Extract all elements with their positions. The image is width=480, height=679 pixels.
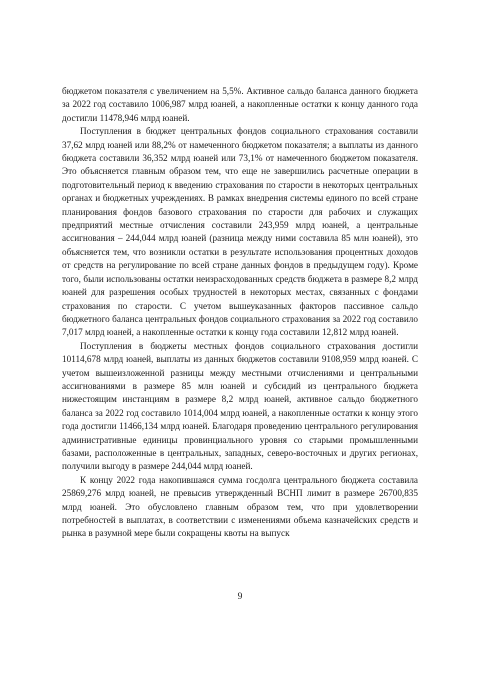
paragraph-2: Поступления в бюджет центральных фондов социального страхования составили 37,62 млрд юаней или 88,2% от намеченного бюджетом показателя; а выплаты из данного бюджета составили 36,352 млрд юаней или 73,1% от намеченного бюджетом показателя. Это объясняется главным образом тем, что еще не завершились расчетные операции в подготовительный период к введению страхования по старости в некоторых центральных органах и бюджетных учреждениях. В рамках внедрения системы единого по всей стране планирования фондов базового страхования по старости для рабочих и служащих предприятий местные отчисления составили 243,959 млрд юаней, а центральные ассигнования – 244,044 млрд юаней (разница между ними составила 85 млн юаней), это объясняется тем, что возникли остатки в результате использования процентных доходов от средств на регулирование по всей стране данных фондов в предыдущем году). Кроме того, были использованы остатки неизрасходованных средств бюджета в размере 8,2 млрд юаней для разрешения особых трудностей в некоторых местах, связанных с фондами страхования по старости. С учетом вышеуказанных факторов пассивное сальдо бюджетного баланса центральных фондов социального страхования за 2022 год составило 7,017 млрд юаней, а накопленные остатки к концу года составили 12,812 млрд юаней. [62,126,418,338]
paragraph-4: К концу 2022 года накопившаяся сумма госдолга центрального бюджета составила 25869,276 млрд юаней, не превысив утвержденный ВСНП лимит в размере 26700,835 млрд юаней. Это обусловлено главным образом тем, что при удовлетворении потребностей в выплатах, в соответствии с изменениями объема казначейских средств и рынка в разумной мере были сокращены квоты на выпуск [62,474,418,539]
paragraph-3: Поступления в бюджеты местных фондов социального страхования достигли 10114,678 млрд юаней, выплаты из данных бюджетов составили 9108,959 млрд юаней. С учетом вышеизложенной разницы между местными отчислениями и центральными ассигнованиями в размере 85 млн юаней и субсидий из центрального бюджета нижестоящим инстанциям в размере 8,2 млрд юаней, активное сальдо бюджетного баланса за 2022 год составило 1014,004 млрд юаней, а накопленные остатки к концу этого года достигли 11466,134 млрд юаней. Благодаря проведению центрального регулирования административные единицы провинциального уровня со старыми промышленными базами, расположенные в центральных, западных, северо-восточных и других регионах, получили выгоду в размере 244,044 млрд юаней. [62,340,418,472]
paragraph-1: бюджетом показателя с увеличением на 5,5%. Активное сальдо баланса данного бюджета за 2022 год составило 1006,987 млрд юаней, а накопленные остатки к концу данного года достигли 11478,946 млрд юаней. [62,86,418,123]
page-number: 9 [237,592,243,602]
body-text [62,85,418,541]
